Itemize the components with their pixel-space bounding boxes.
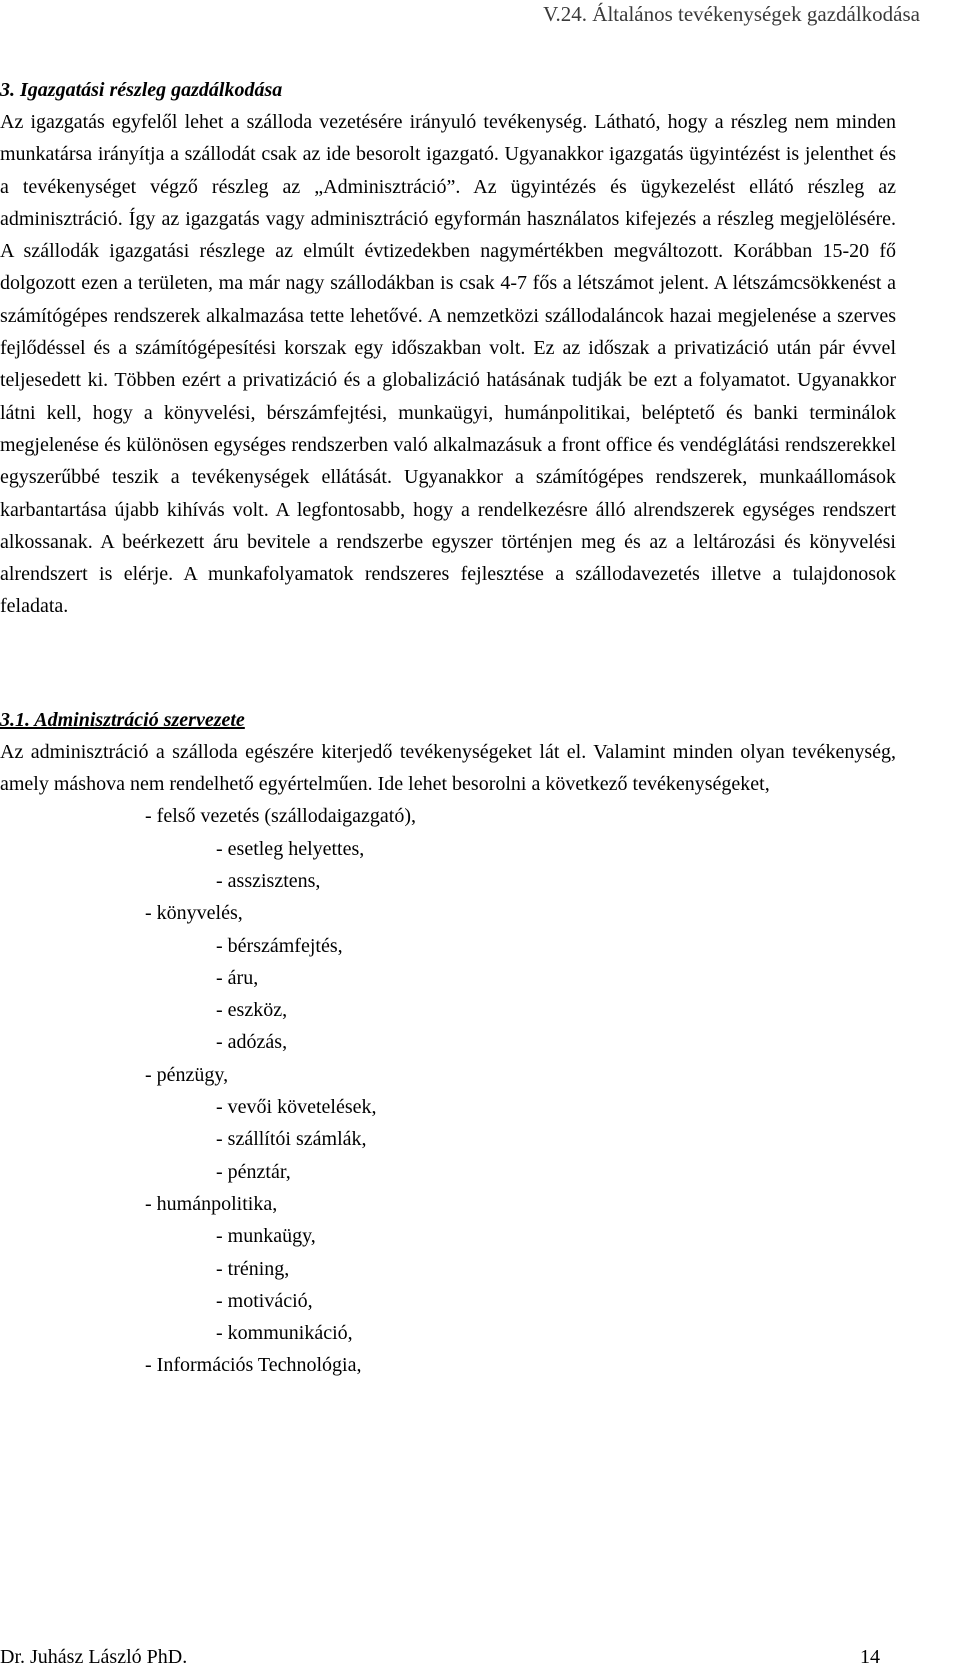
list-item: - felső vezetés (szállodaigazgató),	[145, 805, 416, 828]
list-item: - pénztár,	[216, 1160, 291, 1183]
list-item: - bérszámfejtés,	[216, 934, 343, 957]
list-item: - tréning,	[216, 1257, 290, 1280]
list-item: - áru,	[216, 966, 259, 989]
list-item: - asszisztens,	[216, 869, 321, 892]
list-item: - adózás,	[216, 1031, 288, 1054]
activity-list	[0, 800, 896, 1381]
list-item: - szállítói számlák,	[216, 1128, 367, 1151]
section-heading-3: 3. Igazgatási részleg gazdálkodása	[0, 79, 283, 101]
footer-author: Dr. Juhász László PhD.	[0, 1646, 188, 1668]
list-item: - vevői követelések,	[216, 1096, 377, 1119]
list-item: - esetleg helyettes,	[216, 837, 365, 860]
list-item: - humánpolitika,	[145, 1192, 278, 1215]
page-content	[0, 74, 896, 1382]
section-3-paragraph: Az igazgatás egyfelől lehet a szálloda vezetésére irányuló tevékenység. Látható, hogy a részleg nem minden munkatársa irányítja a szállodát csak az ide besorolt igazgató. Ugyanakkor igazgatás ügyintézést is jelenthet és a tevékenységet végző részleg az „Adminisztráció”. Az ügyintézés és ügykezelést ellátó részleg az adminisztráció. Így az igazgatás vagy adminisztráció egyformán használatos kifejezés a részleg megjelölésére. A szállodák igazgatási részlege az elmúlt évtizedekben nagymértékben megváltozott. Korábban 15-20 fő dolgozott ezen a területen, ma már nagy szállodákban is csak 4-7 fős a létszámot jelent. A létszámcsökkenést a számítógépes rendszerek alkalmazása tette lehetővé. A nemzetközi szállodaláncok hazai megjelenése a szerves fejlődéssel és a számítógépesítési korszak egy időszakban volt. Ez az időszak a privatizáció után pár évvel teljesedett ki. Többen ezért a privatizáció és a globalizáció hatásának tudják be ezt a folyamatot. Ugyanakkor látni kell, hogy a könyvelési, bérszámfejtési, munkaügyi, humánpolitikai, beléptető és banki terminálok megjelenése és különösen egységes rendszerben való alkalmazásuk a front office és vendéglátási rendszerekkel egyszerűbbé teszik a tevékenységek ellátását. Ugyanakkor a számítógépes rendszerek, munkaállomások karbantartása újabb kihívás volt. A legfontosabb, hogy a rendelkezésre álló alrendszerek egységes rendszert alkossanak. A beérkezett áru bevitele a rendszerbe egyszer történjen meg és az a leltározási és könyvelési alrendszert is elérje. A munkafolyamatok rendszeres fejlesztése a szállodavezetés illetve a tulajdonosok feladata.	[0, 111, 896, 618]
list-item: - munkaügy,	[216, 1225, 316, 1248]
page-number: 14	[860, 1646, 880, 1668]
running-header: V.24. Általános tevékenységek gazdálkodása	[543, 2, 920, 26]
section-heading-3-1: 3.1. Adminisztráció szervezete	[0, 708, 245, 731]
list-item: - motiváció,	[216, 1289, 313, 1312]
section-gap	[0, 623, 896, 704]
list-item: - könyvelés,	[145, 902, 243, 925]
list-item: - kommunikáció,	[216, 1322, 353, 1345]
section-3-1-paragraph: Az adminisztráció a szálloda egészére kiterjedő tevékenységeket lát el. Valamint minden olyan tevékenység, amely máshova nem rendelhető egyértelműen. Ide lehet besorolni a következő tevékenységeket,	[0, 740, 896, 796]
list-item: - Információs Technológia,	[145, 1354, 362, 1377]
list-item: - eszköz,	[216, 999, 288, 1022]
list-item: - pénzügy,	[145, 1063, 229, 1086]
